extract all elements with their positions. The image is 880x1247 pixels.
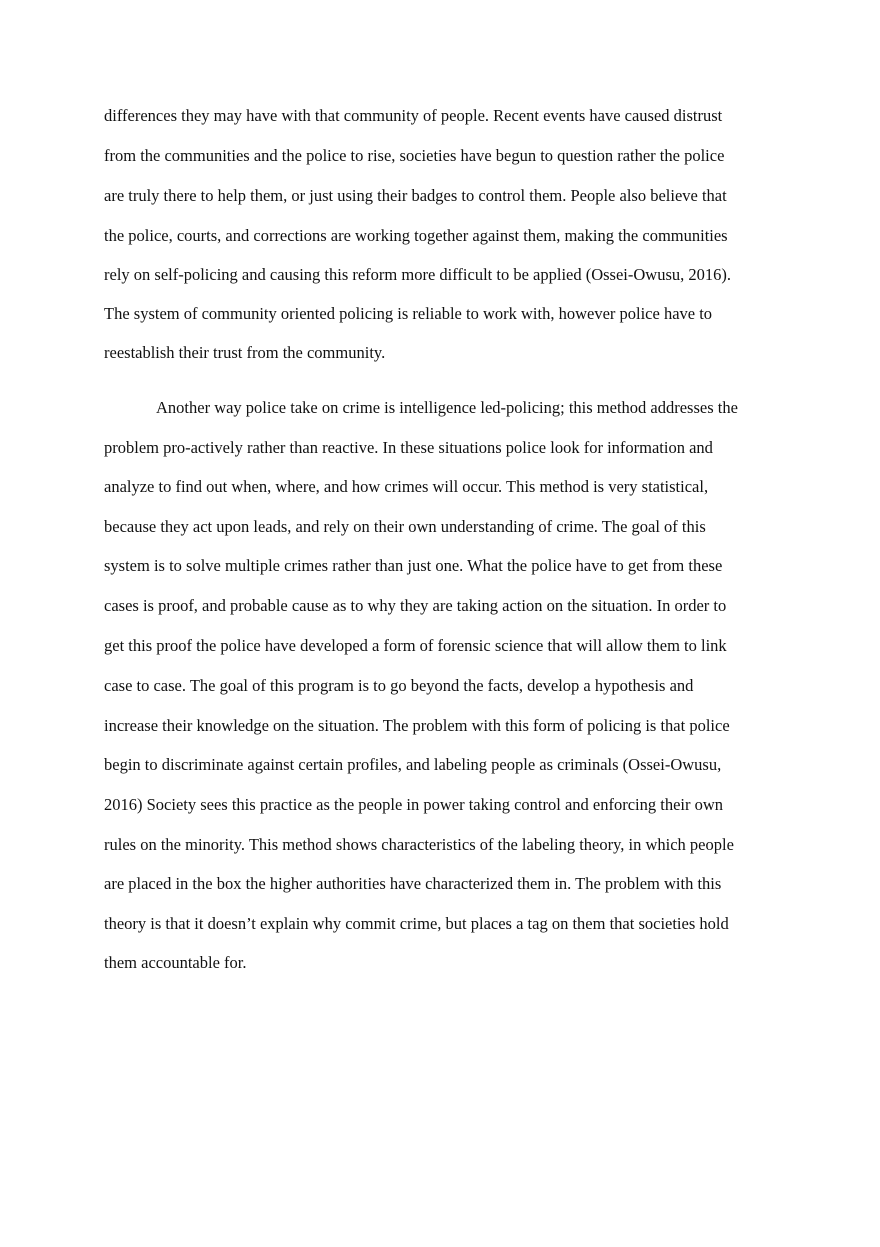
text-line: differences they may have with that community of people. Recent events have caused distrust bbox=[104, 106, 723, 125]
text-line: the police, courts, and corrections are working together against them, making the communities bbox=[104, 226, 728, 245]
text-line: from the communities and the police to rise, societies have begun to question rather the police bbox=[104, 146, 725, 165]
text-line: Another way police take on crime is intelligence led-policing; this method addresses the bbox=[156, 398, 738, 417]
text-line: begin to discriminate against certain profiles, and labeling people as criminals (Ossei-Owusu, bbox=[104, 755, 722, 774]
text-line: problem pro-actively rather than reactive. In these situations police look for information and bbox=[104, 438, 713, 457]
text-line: get this proof the police have developed a form of forensic science that will allow them to link bbox=[104, 636, 727, 655]
text-line: analyze to find out when, where, and how crimes will occur. This method is very statistical, bbox=[104, 477, 709, 496]
text-line: 2016) Society sees this practice as the people in power taking control and enforcing their own bbox=[104, 795, 724, 814]
text-line: theory is that it doesn’t explain why commit crime, but places a tag on them that societies hold bbox=[104, 914, 729, 933]
text-line: reestablish their trust from the community. bbox=[104, 343, 386, 362]
text-line: system is to solve multiple crimes rather than just one. What the police have to get from these bbox=[104, 556, 723, 575]
text-line: are truly there to help them, or just using their badges to control them. People also believe that bbox=[104, 186, 727, 205]
text-line: rely on self-policing and causing this reform more difficult to be applied (Ossei-Owusu, 2016). bbox=[104, 265, 732, 284]
text-line: cases is proof, and probable cause as to why they are taking action on the situation. In order to bbox=[104, 596, 727, 615]
text-line: The system of community oriented policing is reliable to work with, however police have to bbox=[104, 304, 713, 323]
text-line: them accountable for. bbox=[104, 953, 247, 972]
text-line: are placed in the box the higher authorities have characterized them in. The problem with this bbox=[104, 874, 722, 893]
text-line: case to case. The goal of this program is to go beyond the facts, develop a hypothesis and bbox=[104, 676, 694, 695]
text-line: because they act upon leads, and rely on their own understanding of crime. The goal of this bbox=[104, 517, 706, 536]
text-line: rules on the minority. This method shows characteristics of the labeling theory, in which people bbox=[104, 835, 734, 854]
text-line: increase their knowledge on the situation. The problem with this form of policing is that police bbox=[104, 716, 730, 735]
